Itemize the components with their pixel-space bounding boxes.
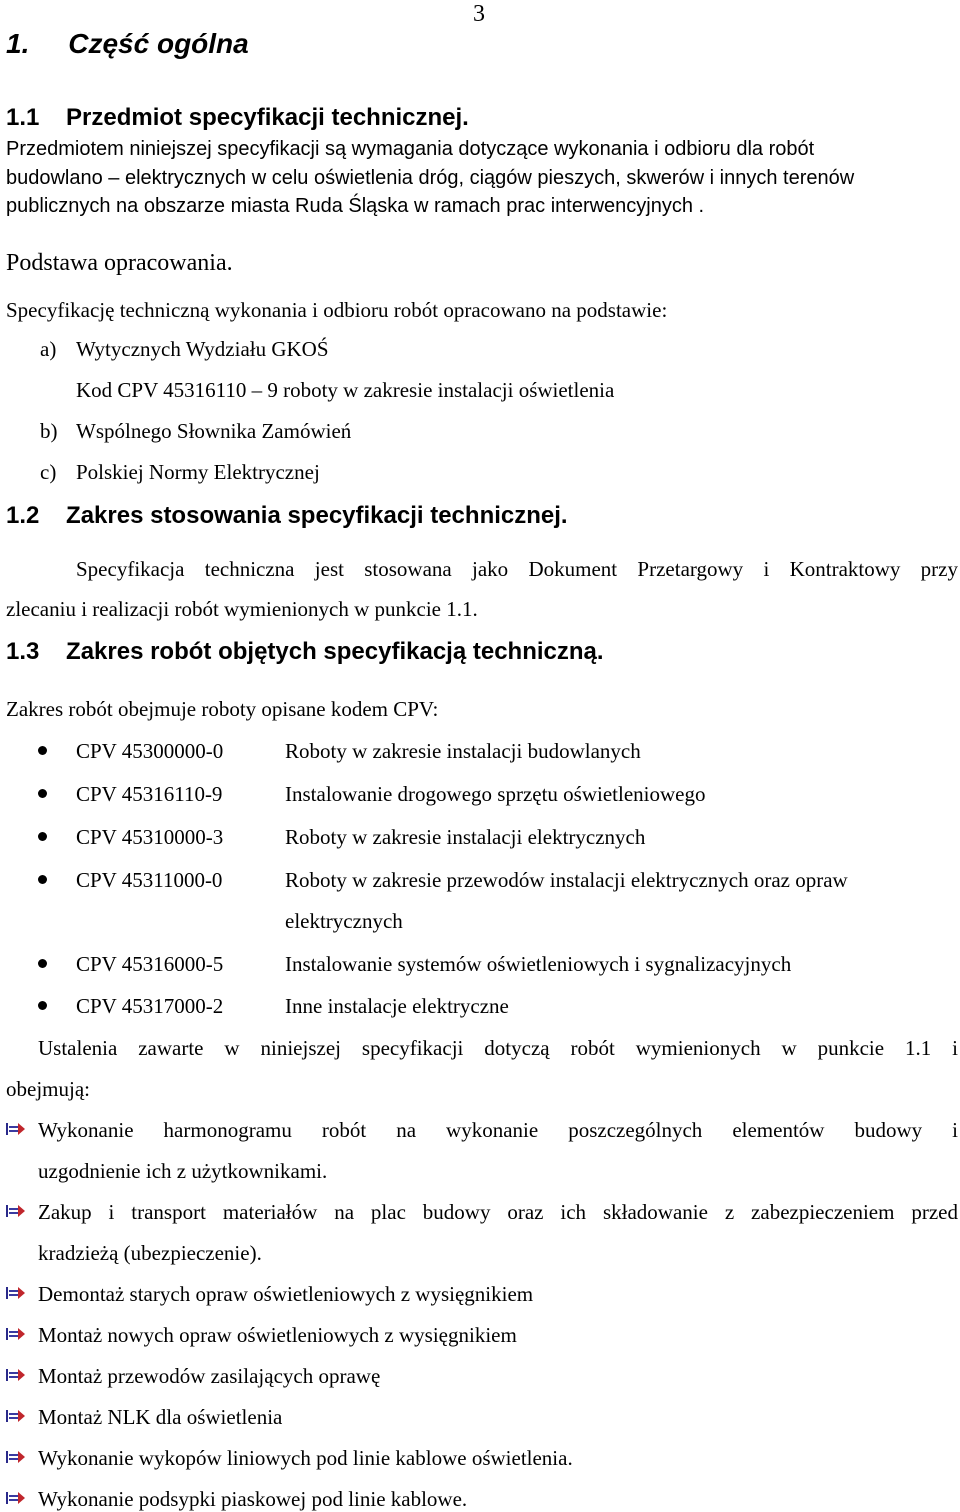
paragraph-line: zlecaniu i realizacji robót wymienionych w punkcie 1.1. <box>6 597 478 621</box>
section-1-3-heading: 1.3 Zakres robót objętych specyfikacją techniczną. <box>6 638 604 665</box>
cpv-description-continued: elektrycznych <box>285 909 403 933</box>
task-item: Montaż przewodów zasilających oprawę <box>38 1364 381 1388</box>
bullet-dot-icon <box>38 832 47 841</box>
task-item: Montaż NLK dla oświetlenia <box>38 1405 283 1429</box>
task-item: Montaż nowych opraw oświetleniowych z wysięgnikiem <box>38 1323 517 1347</box>
bullet-dot-icon <box>38 959 47 968</box>
paragraph-line: obejmują: <box>6 1077 90 1101</box>
bullet-dot-icon <box>38 875 47 884</box>
arrow-bullet-icon <box>6 1408 26 1424</box>
cpv-code: CPV 45310000-3 <box>76 825 224 849</box>
cpv-description: Roboty w zakresie instalacji elektrycznych <box>285 825 646 849</box>
task-item-continued: uzgodnienie ich z użytkownikami. <box>38 1159 328 1183</box>
section-1-2-heading: 1.2 Zakres stosowania specyfikacji technicznej. <box>6 502 568 529</box>
list-marker: b) <box>40 419 58 443</box>
bullet-dot-icon <box>38 1001 47 1010</box>
arrow-bullet-icon <box>6 1121 26 1137</box>
arrow-bullet-icon <box>6 1203 26 1219</box>
cpv-description: Instalowanie drogowego sprzętu oświetleniowego <box>285 782 706 806</box>
cpv-description: Roboty w zakresie instalacji budowlanych <box>285 739 641 763</box>
paragraph-line: publicznych na obszarze miasta Ruda Śląska w ramach prac interwencyjnych . <box>6 195 705 217</box>
cpv-code: CPV 45311000-0 <box>76 868 223 892</box>
paragraph-line: Specyfikacja techniczna jest stosowana jako Dokument Przetargowy i Kontraktowy przy <box>76 557 958 581</box>
cpv-description: Roboty w zakresie przewodów instalacji elektrycznych oraz opraw <box>285 868 848 892</box>
chapter-heading: 1. Część ogólna <box>6 28 249 59</box>
paragraph-line: Przedmiotem niniejszej specyfikacji są wymagania dotyczące wykonania i odbioru dla robót <box>6 138 815 160</box>
list-item: Wspólnego Słownika Zamówień <box>76 419 352 443</box>
paragraph-line: budowlano – elektrycznych w celu oświetlenia dróg, ciągów pieszych, skwerów i innych terenów <box>6 167 855 189</box>
list-marker: a) <box>40 337 57 361</box>
task-item: Wykonanie harmonogramu robót na wykonanie poszczególnych elementów budowy i <box>38 1118 958 1142</box>
task-item-continued: kradzieżą (ubezpieczenie). <box>38 1241 262 1265</box>
podstawa-intro: Specyfikację techniczną wykonania i odbioru robót opracowano na podstawie: <box>6 298 668 322</box>
podstawa-heading: Podstawa opracowania. <box>6 250 233 276</box>
list-marker: c) <box>40 460 57 484</box>
list-item: Wytycznych Wydziału GKOŚ <box>76 337 329 361</box>
arrow-bullet-icon <box>6 1367 26 1383</box>
task-item: Wykonanie podsypki piaskowej pod linie kablowe. <box>38 1487 468 1511</box>
cpv-code: CPV 45300000-0 <box>76 739 224 763</box>
section-1-1-heading: 1.1 Przedmiot specyfikacji technicznej. <box>6 104 469 131</box>
task-item: Wykonanie wykopów liniowych pod linie kablowe oświetlenia. <box>38 1446 573 1470</box>
arrow-bullet-icon <box>6 1326 26 1342</box>
list-item: Kod CPV 45316110 – 9 roboty w zakresie instalacji oświetlenia <box>76 378 615 402</box>
page-number: 3 <box>473 1 485 27</box>
arrow-bullet-icon <box>6 1449 26 1465</box>
bullet-dot-icon <box>38 789 47 798</box>
cpv-description: Inne instalacje elektryczne <box>285 994 509 1018</box>
bullet-dot-icon <box>38 746 47 755</box>
arrow-bullet-icon <box>6 1490 26 1506</box>
cpv-intro: Zakres robót obejmuje roboty opisane kodem CPV: <box>6 697 439 721</box>
task-item: Zakup i transport materiałów na plac budowy oraz ich składowanie z zabezpieczeniem przed <box>38 1200 958 1224</box>
list-item: Polskiej Normy Elektrycznej <box>76 460 320 484</box>
cpv-code: CPV 45316000-5 <box>76 952 224 976</box>
arrow-bullet-icon <box>6 1285 26 1301</box>
task-item: Demontaż starych opraw oświetleniowych z wysięgnikiem <box>38 1282 534 1306</box>
cpv-code: CPV 45317000-2 <box>76 994 224 1018</box>
paragraph-line: Ustalenia zawarte w niniejszej specyfikacji dotyczą robót wymienionych w punkcie 1.1 i <box>38 1036 958 1060</box>
cpv-description: Instalowanie systemów oświetleniowych i sygnalizacyjnych <box>285 952 792 976</box>
cpv-code: CPV 45316110-9 <box>76 782 223 806</box>
